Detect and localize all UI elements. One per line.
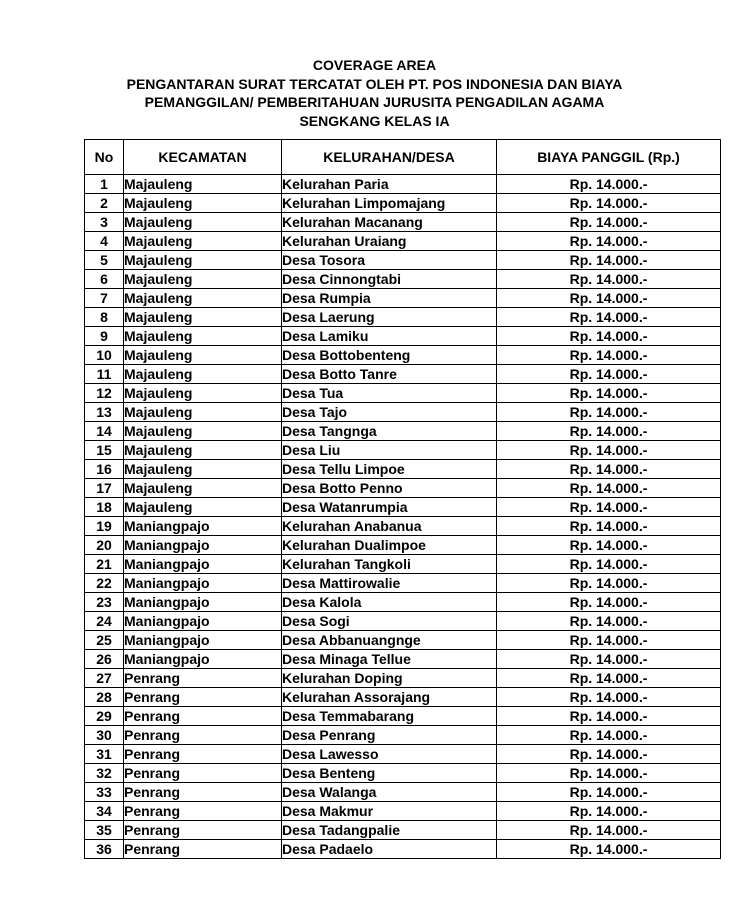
cell-biaya: Rp. 14.000.- — [497, 840, 721, 859]
cell-biaya: Rp. 14.000.- — [497, 365, 721, 384]
cell-biaya: Rp. 14.000.- — [497, 783, 721, 802]
cell-kelurahan: Desa Botto Tanre — [282, 365, 497, 384]
cell-kecamatan: Majauleng — [124, 346, 282, 365]
table-row — [85, 270, 721, 289]
cell-no: 33 — [85, 783, 124, 802]
table-row — [85, 555, 721, 574]
cell-kelurahan: Desa Sogi — [282, 612, 497, 631]
cell-kecamatan: Penrang — [124, 745, 282, 764]
table-row — [85, 498, 721, 517]
cell-biaya: Rp. 14.000.- — [497, 213, 721, 232]
table-row — [85, 403, 721, 422]
cell-biaya: Rp. 14.000.- — [497, 403, 721, 422]
cell-kelurahan: Desa Watanrumpia — [282, 498, 497, 517]
cell-kelurahan: Desa Temmabarang — [282, 707, 497, 726]
cell-kecamatan: Majauleng — [124, 460, 282, 479]
cell-no: 12 — [85, 384, 124, 403]
table-row — [85, 346, 721, 365]
table-row — [85, 840, 721, 859]
cell-kecamatan: Maniangpajo — [124, 555, 282, 574]
cell-kelurahan: Desa Padaelo — [282, 840, 497, 859]
title-line-2: PENGANTARAN SURAT TERCATAT OLEH PT. POS INDONESIA DAN BIAYA — [126, 75, 623, 92]
cell-no: 20 — [85, 536, 124, 555]
cell-biaya: Rp. 14.000.- — [497, 574, 721, 593]
cell-kelurahan: Desa Walanga — [282, 783, 497, 802]
cell-no: 23 — [85, 593, 124, 612]
cell-kecamatan: Penrang — [124, 707, 282, 726]
cell-kecamatan: Majauleng — [124, 251, 282, 270]
table-row — [85, 650, 721, 669]
cell-kelurahan: Desa Tangnga — [282, 422, 497, 441]
cell-kelurahan: Desa Liu — [282, 441, 497, 460]
table-row — [85, 365, 721, 384]
cell-kecamatan: Maniangpajo — [124, 631, 282, 650]
header-kelurahan: KELURAHAN/DESA — [282, 140, 497, 175]
cell-no: 10 — [85, 346, 124, 365]
table-row — [85, 308, 721, 327]
table-row — [85, 783, 721, 802]
cell-no: 36 — [85, 840, 124, 859]
table-row — [85, 536, 721, 555]
cell-biaya: Rp. 14.000.- — [497, 308, 721, 327]
cell-no: 19 — [85, 517, 124, 536]
cell-kelurahan: Desa Lawesso — [282, 745, 497, 764]
cell-no: 31 — [85, 745, 124, 764]
cell-kelurahan: Kelurahan Assorajang — [282, 688, 497, 707]
cell-no: 9 — [85, 327, 124, 346]
cell-no: 4 — [85, 232, 124, 251]
cell-biaya: Rp. 14.000.- — [497, 460, 721, 479]
cell-kelurahan: Kelurahan Anabanua — [282, 517, 497, 536]
cell-kelurahan: Desa Botto Penno — [282, 479, 497, 498]
cell-kelurahan: Desa Makmur — [282, 802, 497, 821]
cell-biaya: Rp. 14.000.- — [497, 688, 721, 707]
table-row — [85, 327, 721, 346]
table-row — [85, 631, 721, 650]
cell-no: 21 — [85, 555, 124, 574]
cell-no: 30 — [85, 726, 124, 745]
cell-kelurahan: Kelurahan Paria — [282, 175, 497, 194]
cell-no: 3 — [85, 213, 124, 232]
table-row — [85, 194, 721, 213]
cell-no: 1 — [85, 175, 124, 194]
cell-biaya: Rp. 14.000.- — [497, 821, 721, 840]
table-row — [85, 460, 721, 479]
cell-kelurahan: Desa Tajo — [282, 403, 497, 422]
cell-kecamatan: Maniangpajo — [124, 574, 282, 593]
table-row — [85, 384, 721, 403]
cell-no: 14 — [85, 422, 124, 441]
table-row — [85, 669, 721, 688]
cell-no: 15 — [85, 441, 124, 460]
cell-kecamatan: Penrang — [124, 783, 282, 802]
cell-no: 24 — [85, 612, 124, 631]
table-row — [85, 232, 721, 251]
cell-kelurahan: Desa Cinnongtabi — [282, 270, 497, 289]
cell-biaya: Rp. 14.000.- — [497, 726, 721, 745]
cell-kecamatan: Penrang — [124, 726, 282, 745]
cell-biaya: Rp. 14.000.- — [497, 232, 721, 251]
cell-no: 28 — [85, 688, 124, 707]
cell-kelurahan: Kelurahan Uraiang — [282, 232, 497, 251]
cell-kecamatan: Majauleng — [124, 403, 282, 422]
cell-kecamatan: Penrang — [124, 669, 282, 688]
cell-no: 18 — [85, 498, 124, 517]
cell-kecamatan: Maniangpajo — [124, 650, 282, 669]
cell-biaya: Rp. 14.000.- — [497, 498, 721, 517]
cell-kelurahan: Desa Benteng — [282, 764, 497, 783]
cell-kelurahan: Desa Abbanuangnge — [282, 631, 497, 650]
cell-kelurahan: Desa Minaga Tellue — [282, 650, 497, 669]
cell-no: 11 — [85, 365, 124, 384]
cell-no: 16 — [85, 460, 124, 479]
cell-biaya: Rp. 14.000.- — [497, 422, 721, 441]
cell-kecamatan: Majauleng — [124, 498, 282, 517]
cell-kelurahan: Desa Tosora — [282, 251, 497, 270]
cell-no: 13 — [85, 403, 124, 422]
cell-biaya: Rp. 14.000.- — [497, 175, 721, 194]
cell-biaya: Rp. 14.000.- — [497, 327, 721, 346]
cell-biaya: Rp. 14.000.- — [497, 593, 721, 612]
cell-kelurahan: Desa Tadangpalie — [282, 821, 497, 840]
cell-biaya: Rp. 14.000.- — [497, 270, 721, 289]
table-row — [85, 479, 721, 498]
cell-no: 8 — [85, 308, 124, 327]
table-row — [85, 821, 721, 840]
cell-kecamatan: Majauleng — [124, 327, 282, 346]
cell-kecamatan: Maniangpajo — [124, 612, 282, 631]
cell-biaya: Rp. 14.000.- — [497, 745, 721, 764]
cell-biaya: Rp. 14.000.- — [497, 441, 721, 460]
cell-kelurahan: Desa Mattirowalie — [282, 574, 497, 593]
table-row — [85, 593, 721, 612]
cell-no: 35 — [85, 821, 124, 840]
cell-kelurahan: Desa Laerung — [282, 308, 497, 327]
table-row — [85, 213, 721, 232]
cell-no: 17 — [85, 479, 124, 498]
cell-kecamatan: Maniangpajo — [124, 536, 282, 555]
cell-kecamatan: Majauleng — [124, 270, 282, 289]
table-row — [85, 802, 721, 821]
cell-biaya: Rp. 14.000.- — [497, 346, 721, 365]
cell-kecamatan: Penrang — [124, 764, 282, 783]
cell-biaya: Rp. 14.000.- — [497, 802, 721, 821]
table-row — [85, 707, 721, 726]
cell-biaya: Rp. 14.000.- — [497, 707, 721, 726]
title-line-1: COVERAGE AREA — [312, 57, 437, 73]
cell-kelurahan: Desa Kalola — [282, 593, 497, 612]
cell-no: 26 — [85, 650, 124, 669]
table-row — [85, 688, 721, 707]
table-body — [85, 175, 721, 859]
table-row — [85, 175, 721, 194]
table-row — [85, 289, 721, 308]
cell-kecamatan: Majauleng — [124, 384, 282, 403]
table-row — [85, 251, 721, 270]
cell-no: 25 — [85, 631, 124, 650]
cell-kecamatan: Majauleng — [124, 232, 282, 251]
cell-no: 22 — [85, 574, 124, 593]
cell-no: 32 — [85, 764, 124, 783]
cell-kecamatan: Penrang — [124, 688, 282, 707]
coverage-table — [84, 139, 721, 859]
cell-no: 5 — [85, 251, 124, 270]
cell-kecamatan: Majauleng — [124, 441, 282, 460]
header-row — [85, 140, 721, 175]
cell-biaya: Rp. 14.000.- — [497, 555, 721, 574]
cell-kelurahan: Kelurahan Macanang — [282, 213, 497, 232]
cell-biaya: Rp. 14.000.- — [497, 612, 721, 631]
header-no: No — [85, 140, 124, 175]
cell-no: 7 — [85, 289, 124, 308]
header-biaya: BIAYA PANGGIL (Rp.) — [497, 140, 721, 175]
table-row — [85, 441, 721, 460]
cell-biaya: Rp. 14.000.- — [497, 764, 721, 783]
cell-kecamatan: Majauleng — [124, 194, 282, 213]
table-row — [85, 517, 721, 536]
title-line-3: PEMANGGILAN/ PEMBERITAHUAN JURUSITA PENGADILAN AGAMA — [144, 94, 605, 110]
header-kecamatan: KECAMATAN — [124, 140, 282, 175]
cell-kelurahan: Kelurahan Tangkoli — [282, 555, 497, 574]
cell-no: 2 — [85, 194, 124, 213]
table-row — [85, 612, 721, 631]
cell-biaya: Rp. 14.000.- — [497, 384, 721, 403]
cell-kecamatan: Penrang — [124, 821, 282, 840]
cell-biaya: Rp. 14.000.- — [497, 536, 721, 555]
cell-biaya: Rp. 14.000.- — [497, 289, 721, 308]
cell-kecamatan: Majauleng — [124, 308, 282, 327]
cell-kecamatan: Majauleng — [124, 365, 282, 384]
cell-biaya: Rp. 14.000.- — [497, 479, 721, 498]
cell-kelurahan: Desa Tellu Limpoe — [282, 460, 497, 479]
cell-kelurahan: Kelurahan Dualimpoe — [282, 536, 497, 555]
table-row — [85, 422, 721, 441]
table-header — [85, 140, 721, 175]
cell-kecamatan: Maniangpajo — [124, 593, 282, 612]
document-title — [0, 56, 749, 130]
cell-no: 6 — [85, 270, 124, 289]
cell-kecamatan: Majauleng — [124, 175, 282, 194]
table-row — [85, 745, 721, 764]
cell-biaya: Rp. 14.000.- — [497, 251, 721, 270]
cell-kecamatan: Penrang — [124, 802, 282, 821]
cell-kecamatan: Penrang — [124, 840, 282, 859]
cell-kecamatan: Majauleng — [124, 213, 282, 232]
cell-kelurahan: Desa Lamiku — [282, 327, 497, 346]
cell-kecamatan: Majauleng — [124, 479, 282, 498]
title-line-4: SENGKANG KELAS IA — [299, 112, 450, 129]
cell-kelurahan: Desa Bottobenteng — [282, 346, 497, 365]
table-row — [85, 764, 721, 783]
cell-kelurahan: Desa Penrang — [282, 726, 497, 745]
cell-biaya: Rp. 14.000.- — [497, 194, 721, 213]
cell-kelurahan: Desa Rumpia — [282, 289, 497, 308]
cell-kecamatan: Majauleng — [124, 289, 282, 308]
cell-no: 34 — [85, 802, 124, 821]
table-row — [85, 574, 721, 593]
table-row — [85, 726, 721, 745]
cell-kelurahan: Kelurahan Doping — [282, 669, 497, 688]
cell-kelurahan: Desa Tua — [282, 384, 497, 403]
cell-biaya: Rp. 14.000.- — [497, 517, 721, 536]
cell-kecamatan: Maniangpajo — [124, 517, 282, 536]
cell-kelurahan: Kelurahan Limpomajang — [282, 194, 497, 213]
cell-biaya: Rp. 14.000.- — [497, 650, 721, 669]
cell-no: 29 — [85, 707, 124, 726]
cell-biaya: Rp. 14.000.- — [497, 669, 721, 688]
cell-no: 27 — [85, 669, 124, 688]
cell-kecamatan: Majauleng — [124, 422, 282, 441]
cell-biaya: Rp. 14.000.- — [497, 631, 721, 650]
